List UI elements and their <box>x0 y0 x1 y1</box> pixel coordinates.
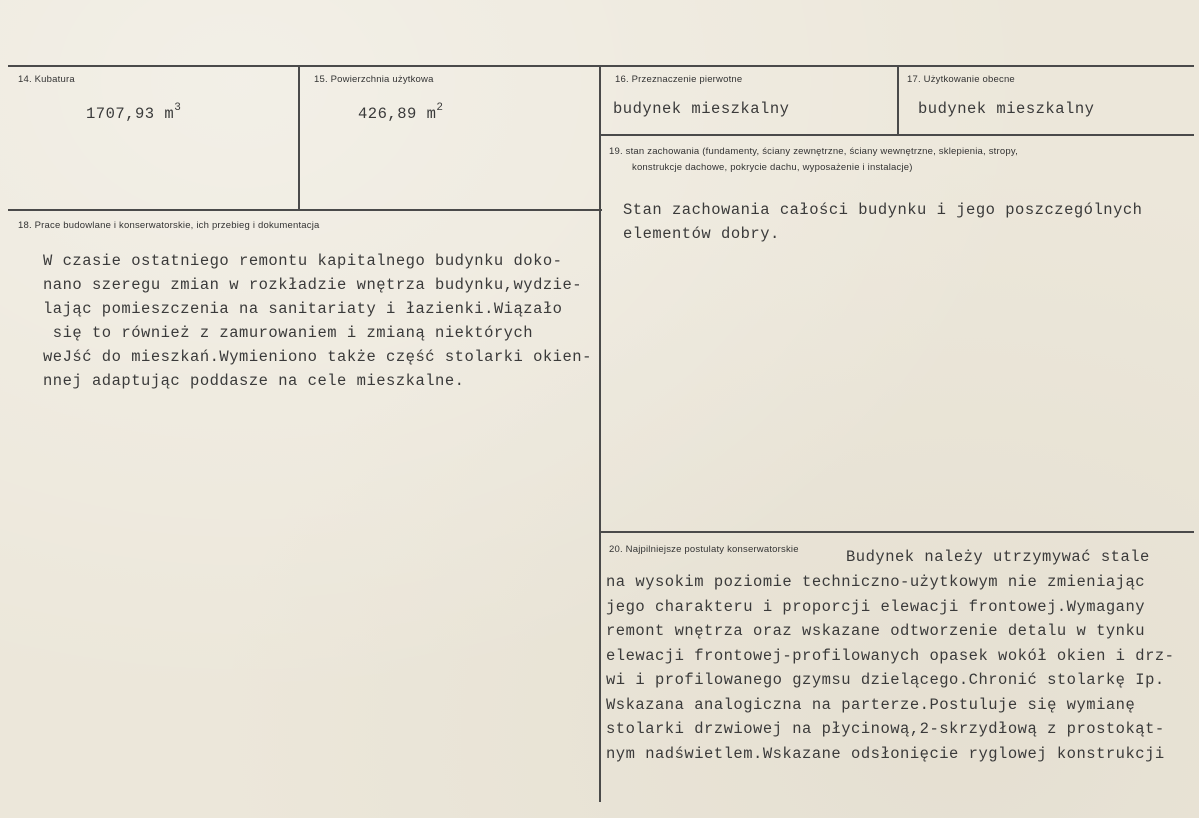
powierzchnia-label: 15. Powierzchnia użytkowa <box>314 74 434 85</box>
col-divider-16-17 <box>897 65 899 135</box>
kubatura-unit-exponent: 3 <box>174 102 182 114</box>
postulaty-line: jego charakteru i proporcji elewacji frontowej.Wymagany <box>606 597 1146 616</box>
kubatura-value <box>86 102 181 123</box>
uzytkowanie-value: budynek mieszkalny <box>918 100 1095 118</box>
postulaty-line: remont wnętrza oraz wskazane odtworzenie detalu w tynku <box>606 622 1146 640</box>
kubatura-number: 1707,93 m <box>86 105 175 123</box>
postulaty-line: elewacji frontowej-profilowanych opasek wokół okien i drz- <box>606 646 1175 665</box>
prace-line: nnej adaptując poddasze na cele mieszkalne. <box>43 372 465 390</box>
powierzchnia-number: 426,89 m <box>358 105 437 123</box>
prace-text <box>43 249 592 393</box>
section19-20-divider <box>601 531 1194 533</box>
przeznaczenie-label: 16. Przeznaczenie pierwotne <box>615 74 743 85</box>
col-divider-14-15 <box>298 65 300 210</box>
prace-line: weJść do mieszkań.Wymieniono także część stolarki okien- <box>43 348 592 366</box>
postulaty-text <box>606 570 1175 766</box>
prace-line: W czasie ostatniego remontu kapitalnego budynku doko- <box>43 252 563 270</box>
postulaty-line: Wskazana analogiczna na parterze.Postuluje się wymianę <box>606 695 1136 714</box>
stan-label-line2: konstrukcje dachowe, pokrycie dachu, wyposażenie i instalacje) <box>632 162 913 173</box>
powierzchnia-value <box>358 102 444 123</box>
uzytkowanie-label: 17. Użytkowanie obecne <box>907 74 1015 85</box>
powierzchnia-unit-exponent: 2 <box>436 102 444 114</box>
prace-line: lając pomieszczenia na sanitariaty i łazienki.Wiązało <box>43 300 563 318</box>
main-col-divider <box>599 65 601 802</box>
stan-text <box>623 198 1142 246</box>
kubatura-label: 14. Kubatura <box>18 74 75 85</box>
postulaty-line: na wysokim poziomie techniczno-użytkowym nie zmieniając <box>606 573 1146 591</box>
top-border <box>8 65 1194 67</box>
prace-label: 18. Prace budowlane i konserwatorskie, ich przebieg i dokumentacja <box>18 220 320 231</box>
stan-line: elementów dobry. <box>623 225 780 243</box>
postulaty-line: wi i profilowanego gzymsu dzielącego.Chronić stolarkę Ip. <box>606 671 1165 689</box>
prace-line: się to również z zamurowaniem i zmianą niektórych <box>43 324 534 342</box>
prace-line: nano szeregu zmian w rozkładzie wnętrza budynku,wydzie- <box>43 276 583 294</box>
postulaty-label: 20. Najpilniejsze postulaty konserwatorskie <box>609 544 799 555</box>
stan-label-line1: 19. stan zachowania (fundamenty, ściany zewnętrzne, ściany wewnętrzne, sklepienia, stropy, <box>609 146 1018 157</box>
stan-line: Stan zachowania całości budynku i jego poszczególnych <box>623 201 1143 219</box>
przeznaczenie-value: budynek mieszkalny <box>613 100 790 118</box>
row1-divider-left <box>8 209 602 211</box>
postulaty-line: nym nadświetlem.Wskazane odsłonięcie ryglowej konstrukcji <box>606 744 1165 763</box>
postulaty-first-line: Budynek należy utrzymywać stale <box>846 548 1150 566</box>
postulaty-line: stolarki drzwiowej na płycinową,2-skrzydłową z prostokąt- <box>606 720 1165 738</box>
